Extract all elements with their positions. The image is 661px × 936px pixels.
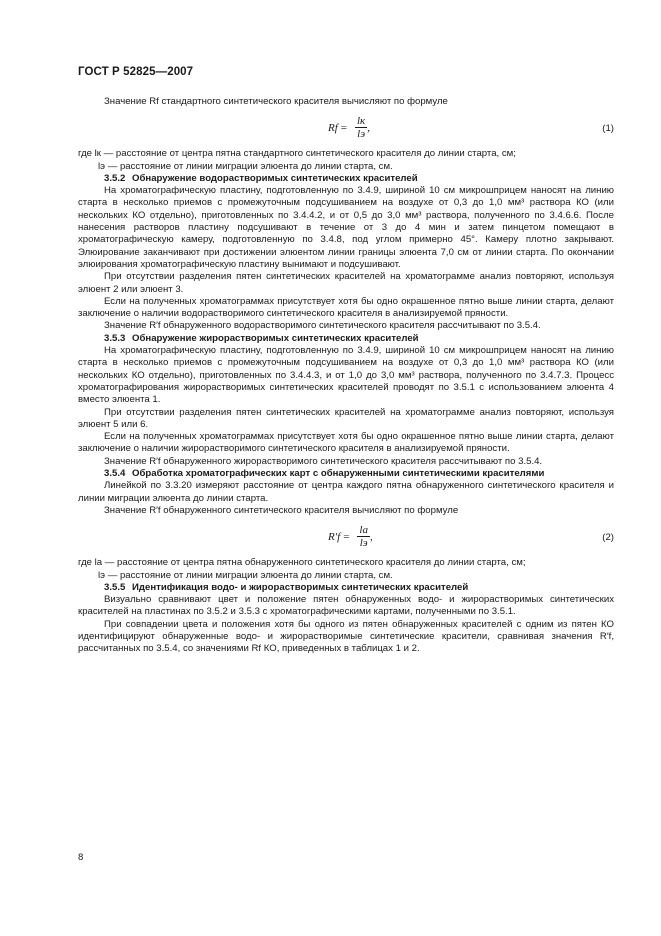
section-heading-3-5-5	[104, 582, 614, 594]
page-number: 8	[78, 852, 84, 863]
paragraph: Визуально сравнивают цвет и положение пятен обнаруженных водо- и жирорастворимых синтетических красителей на пластинах по 3.5.2 и 3.5.3 с хроматографическими картами, полученными по 3.5.1.	[78, 594, 614, 618]
section-heading-3-5-4	[104, 468, 614, 480]
legend-1-b: lэ — расстояние от линии миграции элюента до линии старта, см.	[98, 160, 393, 172]
paragraph: Значение R′f обнаруженного жирорастворимого синтетического красителя рассчитывают по 3.5.4.	[104, 455, 543, 467]
paragraph: При отсутствии разделения пятен синтетических красителей на хроматограмме анализ повторяют, используя элюент 2 или элюент 3.	[78, 271, 614, 295]
equals-sign: =	[340, 121, 347, 134]
legend-2-a: где lа — расстояние от центра пятна обнаруженного синтетического красителя до линии старта, см;	[78, 557, 526, 569]
formula-2	[78, 521, 614, 551]
document-header: ГОСТ Р 52825—2007	[78, 66, 194, 78]
section-title: Обработка хроматографических карт с обнаруженными синтетическими красителями	[132, 468, 545, 480]
paragraph: При совпадении цвета и положения хотя бы одного из пятен обнаруженных красителей с одним из пятен КО идентифицируют обнаруженные водо- и жирорастворимые синтетические красители, сравнивая значения R′f, рассчитанных по 3.5.4, со значениями Rf КО, приведенных в таблицах 1 и 2.	[78, 618, 614, 655]
formula-1-lhs: Rf	[328, 121, 338, 134]
paragraph: Значение R′f обнаруженного водорастворимого синтетического красителя рассчитывают по 3.5.4.	[104, 320, 541, 332]
section-title: Обнаружение водорастворимых синтетических красителей	[132, 172, 418, 184]
paragraph: Если на полученных хроматограммах присутствует хотя бы одно окрашенное пятно выше линии старта, делают заключение о наличии жирорастворимого синтетического красителя в анализируемой пряности.	[78, 431, 614, 455]
paragraph: На хроматографическую пластину, подготовленную по 3.4.9, шириной 10 см микрошприцем наносят на линию старта в несколько приемов с промежуточным подсушиванием на воздухе от 0,3 до 1,0 мм³ раствора КО (или нескольких КО отдельно), приготовленных по 3.4.4.3, и от 1,0 до 3,0 мм³ раствора, полученного по 3.4.7.3. Процесс хроматографирования жирорастворимых синтетических красителей проводят по 3.5.1 с использованием элюента 4 вместо элюента 1.	[78, 345, 614, 406]
formula-2-lhs: R′f	[328, 530, 341, 543]
formula-2-numerator: lа	[359, 524, 368, 537]
section-number: 3.5.5	[104, 581, 126, 593]
formula-2-number: (2)	[602, 532, 614, 544]
formula-1-expression	[328, 115, 370, 140]
legend-2-b: lэ — расстояние от линии миграции элюента до линии старта, см.	[98, 569, 393, 581]
paragraph: Линейкой по 3.3.20 измеряют расстояние от центра каждого пятна обнаруженного синтетического красителя и линии миграции элюента до линии старта.	[78, 480, 614, 504]
legend-1-a: где lк — расстояние от центра пятна стандартного синтетического красителя до линии старта, см;	[78, 148, 516, 160]
paragraph: При отсутствии разделения пятен синтетических красителей на хроматограмме анализ повторяют, используя элюент 5 или 6.	[78, 406, 614, 430]
formula-2-denominator: lэ	[359, 537, 368, 550]
formula-intro-2: Значение R′f обнаруженного синтетического красителя вычисляют по формуле	[104, 504, 459, 516]
formula-1-fraction	[355, 115, 367, 140]
formula-1-numerator: lк	[357, 115, 366, 128]
section-number: 3.5.4	[104, 468, 126, 480]
section-heading-3-5-3	[104, 333, 614, 345]
formula-2-expression	[328, 524, 373, 549]
formula-1-comma: ,	[367, 121, 370, 134]
formula-1	[78, 112, 614, 142]
section-heading-3-5-2	[104, 173, 614, 185]
formula-2-comma: ,	[369, 530, 373, 543]
formula-intro-1: Значение Rf стандартного синтетического красителя вычисляют по формуле	[104, 96, 448, 107]
formula-2-fraction	[357, 524, 370, 549]
paragraph: Если на полученных хроматограммах присутствует хотя бы одно окрашенное пятно выше линии старта, делают заключение о наличии водорастворимого синтетического красителя в анализируемой пряности.	[78, 295, 614, 320]
section-number: 3.5.2	[104, 172, 126, 184]
equals-sign: =	[343, 530, 350, 543]
section-title: Обнаружение жирорастворимых синтетических красителей	[132, 332, 419, 344]
section-title: Идентификация водо- и жирорастворимых синтетических красителей	[132, 581, 469, 593]
formula-1-number: (1)	[602, 123, 614, 135]
document-body	[78, 96, 614, 656]
section-number: 3.5.3	[104, 332, 126, 344]
formula-1-denominator: lэ	[357, 128, 366, 141]
paragraph: На хроматографическую пластину, подготовленную по 3.4.9, шириной 10 см микрошприцем наносят на линию старта в несколько приемов с промежуточным подсушиванием на воздухе от 0,3 до 1,0 мм³ раствора КО (или нескольких КО отдельно), приготовленных по 3.4.4.2, и от 0,5 до 3,0 мм³ раствора, полученного по 3.4.6.6. После нанесения растворов пластину подсушивают в течение от 3 до 4 мин и затем пинцетом помещают в хроматографическую камеру, подготовленную по 3.4.8, под углом примерно 45°. Камеру плотно закрывают. Элюирование заканчивают при достижении элюентом линии границы элюента 7,0 см от линии старта. По окончании элюирования хроматографическую пластину вынимают и подсушивают.	[78, 185, 614, 270]
